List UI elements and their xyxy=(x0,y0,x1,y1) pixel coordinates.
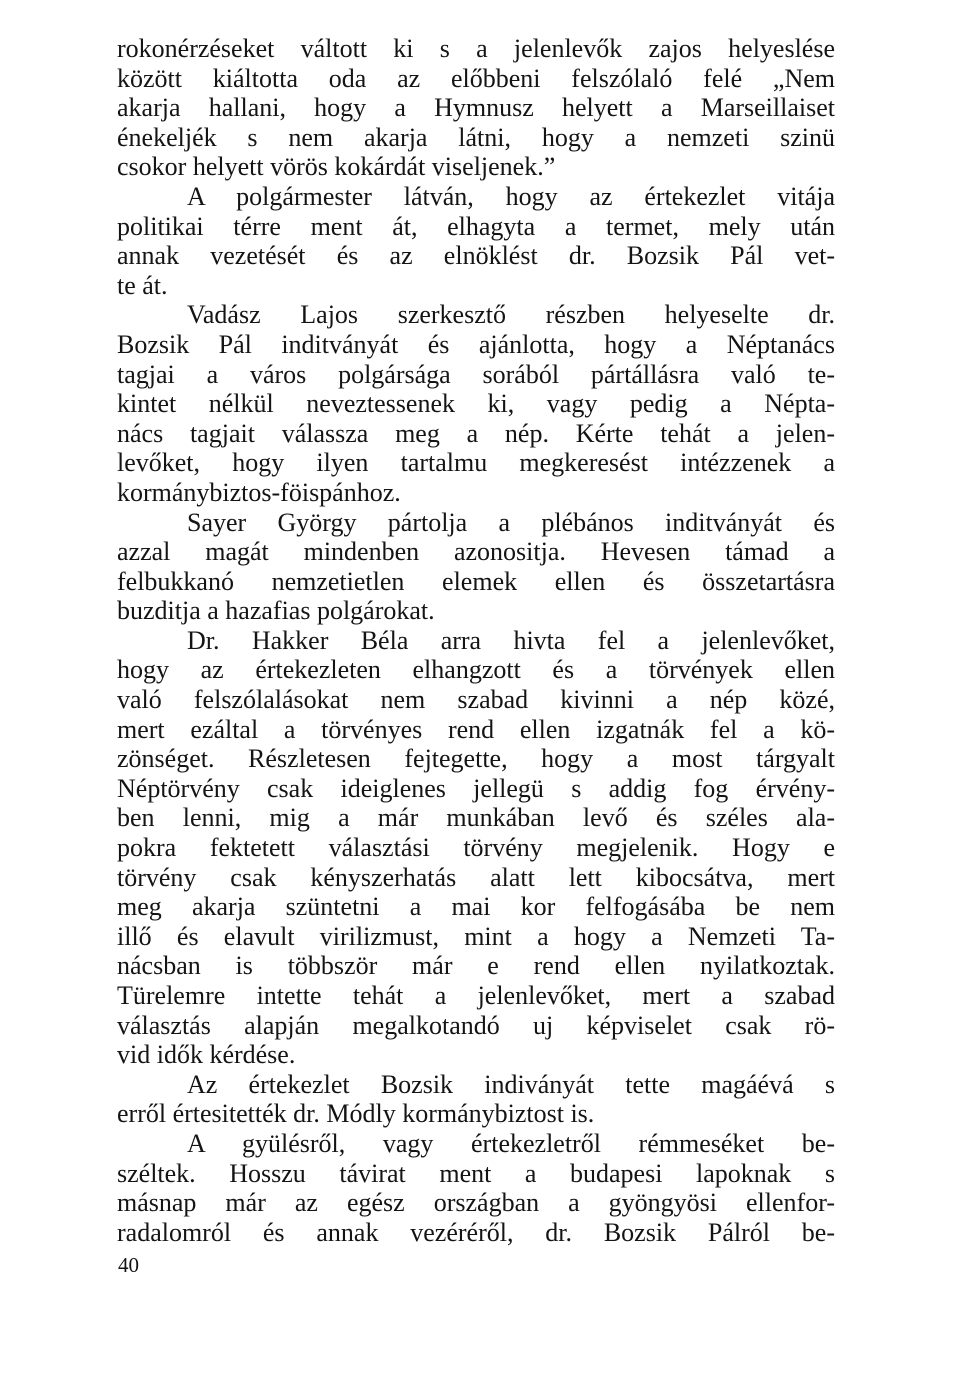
text-line: illő és elavult virilizmust, mint a hogy a Nemzeti Ta- xyxy=(117,921,835,951)
text-line: között kiáltotta oda az előbbeni felszólaló felé „Nem xyxy=(117,63,835,93)
text-line: rokonérzéseket váltott ki s a jelenlevők zajos helyeslése xyxy=(117,34,835,63)
paragraph xyxy=(117,1129,835,1247)
text-line: A gyülésről, vagy értekezletről rémmeséket be- xyxy=(187,1128,835,1158)
text-line: tagjai a város polgársága sorából pártállásra való te- xyxy=(117,359,835,389)
text-line: pokra fektetett választási törvény megjelenik. Hogy e xyxy=(117,833,835,863)
text-line: akarja hallani, hogy a Hymnusz helyett a Marseillaiset xyxy=(117,93,835,123)
text-line: Türelemre intette tehát a jelenlevőket, mert a szabad xyxy=(117,981,835,1010)
text-line: választás alapján megalkotandó uj képviselet csak rö- xyxy=(117,1010,835,1040)
text-line: levőket, hogy ilyen tartalmu megkeresést intézzenek a xyxy=(117,448,835,478)
text-line: zönséget. Részletesen fejtegette, hogy a most tárgyalt xyxy=(117,744,835,774)
text-line: Vadász Lajos szerkesztő részben helyeselte dr. xyxy=(187,300,835,330)
text-line: nácsban is többször már e rend ellen nyilatkoztak. xyxy=(117,951,835,981)
text-line: kormánybiztos-föispánhoz. xyxy=(117,477,401,507)
page-body-text xyxy=(117,34,835,1247)
text-line: meg akarja szüntetni a mai kor felfogásába be nem xyxy=(117,892,835,922)
text-line: Az értekezlet Bozsik indiványát tette magáévá s xyxy=(187,1069,835,1099)
text-line: széltek. Hosszu távirat ment a budapesi lapoknak s xyxy=(117,1158,835,1188)
text-line: radalomról és annak vezéréről, dr. Bozsik Pálról be- xyxy=(117,1217,835,1247)
text-line: felbukkanó nemzetietlen elemek ellen és összetartásra xyxy=(117,566,835,596)
text-line: Sayer György pártolja a plébános inditványát és xyxy=(187,507,835,537)
text-line: ben lenni, mig a már munkában levő és széles ala- xyxy=(117,803,835,833)
page-number: 40 xyxy=(118,1253,139,1277)
paragraph xyxy=(117,508,835,626)
text-line: azzal magát mindenben azonositja. Hevesen támad a xyxy=(117,537,835,567)
text-line: énekeljék s nem akarja látni, hogy a nemzeti szinü xyxy=(117,122,835,152)
text-line: való felszólalásokat nem szabad kivinni a nép közé, xyxy=(117,685,835,715)
text-line: Néptörvény csak ideiglenes jellegü s addig fog érvény- xyxy=(117,773,835,803)
paragraph xyxy=(117,182,835,300)
text-line: törvény csak kényszerhatás alatt lett kibocsátva, mert xyxy=(117,862,835,892)
paragraph xyxy=(117,300,835,507)
text-line: te át. xyxy=(117,270,168,300)
paragraph xyxy=(117,1070,835,1129)
text-line: buzditja a hazafias polgárokat. xyxy=(117,596,435,626)
text-line: erről értesitették dr. Módly kormánybiztost is. xyxy=(117,1099,595,1129)
text-line: politikai térre ment át, elhagyta a termet, mely után xyxy=(117,211,835,241)
text-line: hogy az értekezleten elhangzott és a törvények ellen xyxy=(117,655,835,685)
text-line: másnap már az egész országban a gyöngyösi ellenfor- xyxy=(117,1188,835,1218)
text-line: vid idők kérdése. xyxy=(117,1040,296,1070)
text-line: A polgármester látván, hogy az értekezlet vitája xyxy=(187,181,835,211)
text-line: annak vezetését és az elnöklést dr. Bozsik Pál vet- xyxy=(117,241,835,271)
paragraph xyxy=(117,626,835,1070)
text-line: kintet nélkül neveztessenek ki, vagy pedig a Népta- xyxy=(117,389,835,419)
text-line: nács tagjait válassza meg a nép. Kérte tehát a jelen- xyxy=(117,418,835,448)
text-line: Bozsik Pál inditványát és ajánlotta, hogy a Néptanács xyxy=(117,329,835,359)
text-line: csokor helyett vörös kokárdát viseljenek.” xyxy=(117,152,556,182)
text-line: Dr. Hakker Béla arra hivta fel a jelenlevőket, xyxy=(187,625,835,655)
paragraph xyxy=(117,34,835,182)
text-line: mert ezáltal a törvényes rend ellen izgatnák fel a kö- xyxy=(117,714,835,744)
